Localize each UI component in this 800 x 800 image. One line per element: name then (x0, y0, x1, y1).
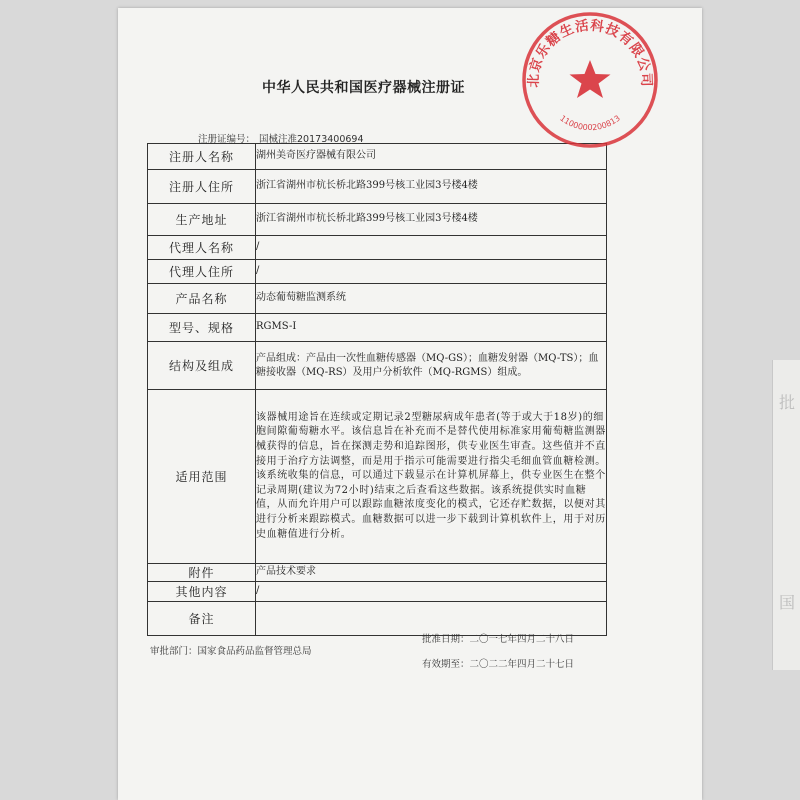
company-seal (520, 10, 660, 150)
row-label: 代理人住所 (148, 260, 256, 284)
row-label: 备注 (148, 602, 256, 636)
table-row (148, 564, 607, 582)
approval-date-label: 批准日期： (422, 634, 470, 645)
row-value: 该器械用途旨在连续或定期记录2型糖尿病成年患者(等于或大于18岁)的细胞间隙葡萄糖水平。该信息旨在补充而不是替代使用标准家用葡萄糖监测器械获得的信息，旨在探测走势和追踪图形，供专业医生审查。这些值并不直接用于治疗方法调整，而是用于指示可能需要进行指尖毛细血管血糖检测。该系统收集的信息，可以通过下载显示在计算机屏幕上，供专业医生在整个记录周期(建议为72小时)结束之后查看这些数据。该系统提供实时血糖值，从而允许用户可以跟踪血糖浓度变化的模式，它还存贮数据，以便对其进行分析来跟踪模式。血糖数据可以进一步下载到计算机软件上，用于对历史血糖值进行分析。 (256, 390, 607, 564)
row-value: 动态葡萄糖监测系统 (256, 284, 607, 314)
registration-number-value: 国械注准20173400694 (259, 134, 364, 145)
row-label: 附件 (148, 564, 256, 582)
approval-department (150, 643, 312, 657)
adjacent-page-edge: 批 国 (772, 360, 800, 670)
registration-table (147, 143, 607, 636)
row-value: 产品组成：产品由一次性血糖传感器（MQ-GS）；血糖发射器（MQ-TS）；血糖接收器（MQ-RS）及用户分析软件（MQ-RGMS）组成。 (256, 342, 607, 390)
row-value: 湖州美奇医疗器械有限公司 (256, 144, 607, 170)
row-value: / (256, 582, 607, 602)
table-row (148, 390, 607, 564)
row-label: 注册人住所 (148, 170, 256, 204)
table-row (148, 204, 607, 236)
star-icon (570, 60, 611, 98)
table-row (148, 314, 607, 342)
row-value: 产品技术要求 (256, 564, 607, 582)
table-row (148, 284, 607, 314)
row-label: 产品名称 (148, 284, 256, 314)
row-value: 浙江省湖州市杭长桥北路399号核工业园3号楼4楼 (256, 204, 607, 236)
page-title: 中华人民共和国医疗器械注册证 (262, 80, 465, 96)
table-row (148, 170, 607, 204)
svg-text:1100000200813 (558, 114, 622, 133)
table-row (148, 260, 607, 284)
row-value: / (256, 260, 607, 284)
valid-until (422, 656, 574, 670)
row-label: 代理人名称 (148, 236, 256, 260)
approval-department-label: 审批部门： (150, 646, 198, 657)
row-label: 型号、规格 (148, 314, 256, 342)
seal-text: 北京乐糖生活科技有限公司 (525, 17, 655, 88)
table-row (148, 236, 607, 260)
row-value: RGMS-Ⅰ (256, 314, 607, 342)
registration-number-label: 注册证编号： (198, 134, 256, 145)
valid-until-label: 有效期至： (422, 659, 470, 670)
approval-date (422, 631, 574, 645)
row-label: 结构及组成 (148, 342, 256, 390)
valid-until-value: 二〇二二年四月二十七日 (469, 659, 575, 670)
approval-date-value: 二〇一七年四月二十八日 (469, 634, 575, 645)
table-row (148, 582, 607, 602)
row-label: 其他内容 (148, 582, 256, 602)
row-label: 适用范围 (148, 390, 256, 564)
row-label: 生产地址 (148, 204, 256, 236)
approval-department-value: 国家食品药品监督管理总局 (197, 646, 312, 657)
row-value: 浙江省湖州市杭长桥北路399号核工业园3号楼4楼 (256, 170, 607, 204)
row-value: / (256, 236, 607, 260)
row-label: 注册人名称 (148, 144, 256, 170)
seal-number: 1100000200813 (558, 113, 622, 133)
table-row (148, 342, 607, 390)
